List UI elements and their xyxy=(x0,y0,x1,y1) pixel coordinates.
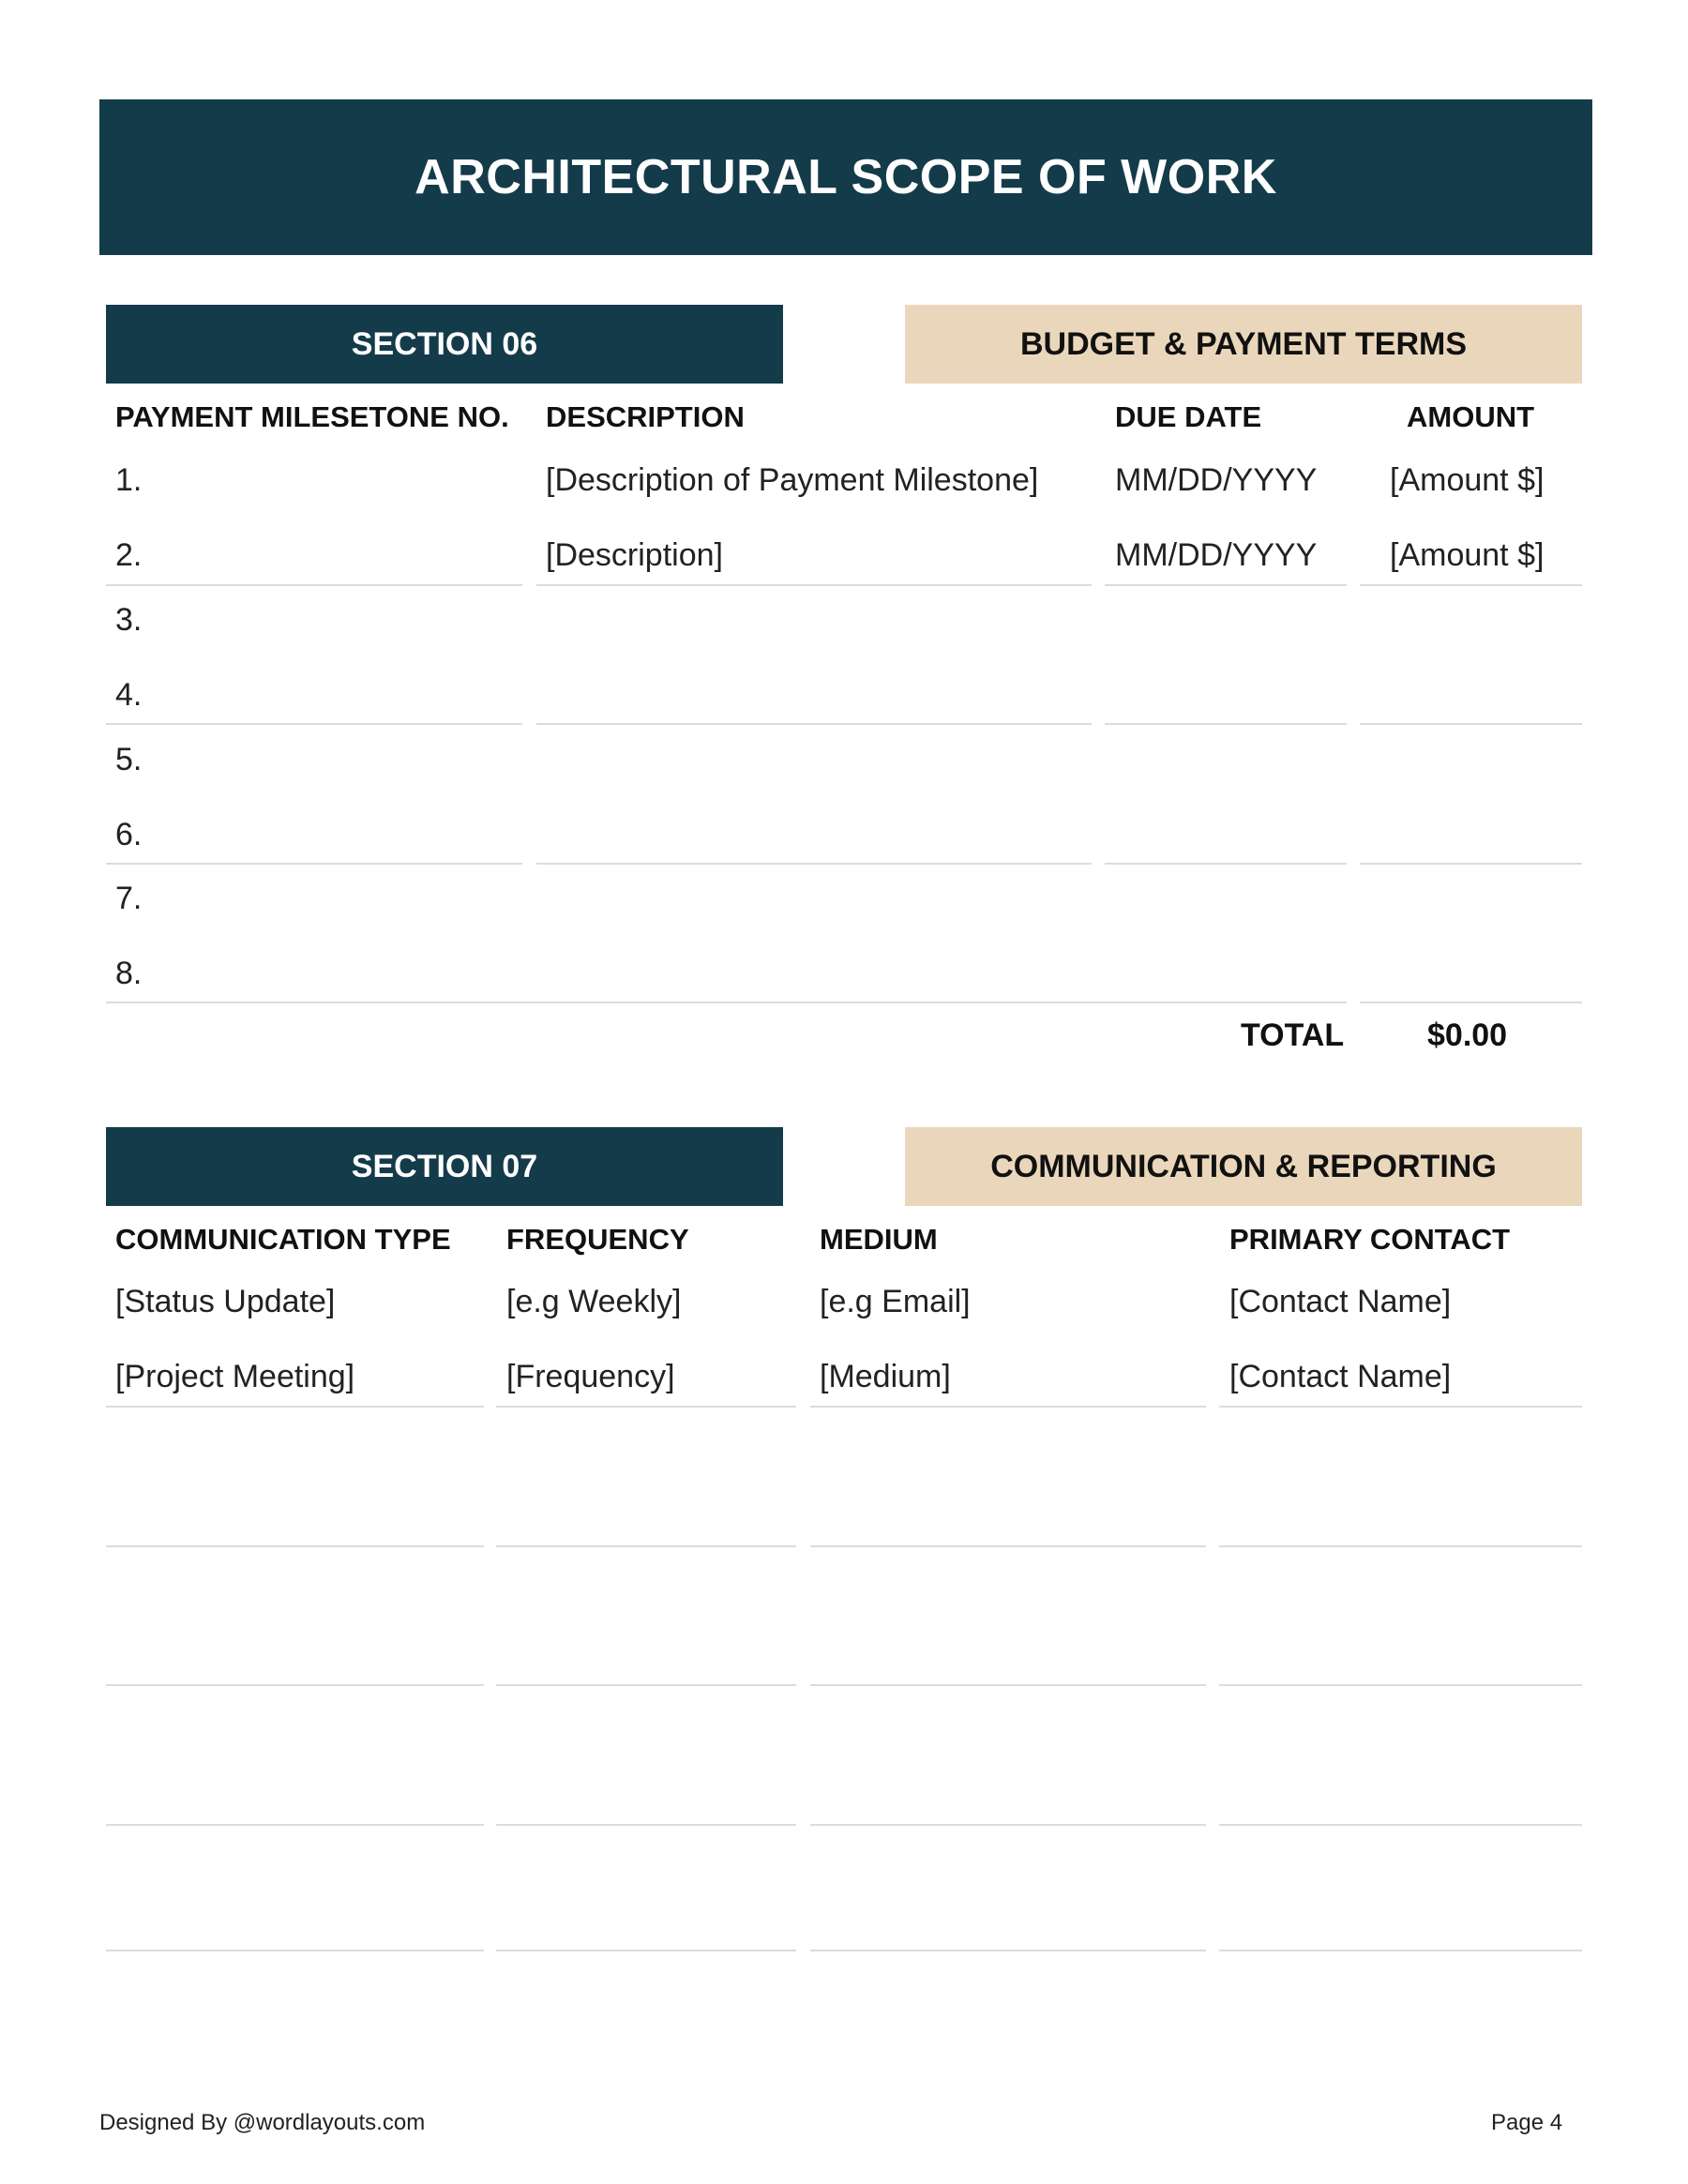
communication-heading: COMMUNICATION & REPORTING xyxy=(990,1148,1497,1184)
row-divider xyxy=(1219,1406,1582,1408)
col-due-date: DUE DATE xyxy=(1115,400,1262,433)
col-primary-contact: PRIMARY CONTACT xyxy=(1229,1223,1511,1256)
row-divider xyxy=(106,863,522,865)
communication-type[interactable]: [Project Meeting] xyxy=(115,1359,355,1394)
total-label: TOTAL xyxy=(1241,1017,1345,1053)
milestone-no: 1. xyxy=(115,462,143,498)
communication-frequency[interactable]: [Frequency] xyxy=(506,1359,675,1394)
row-divider xyxy=(810,1406,1206,1408)
milestone-no: 7. xyxy=(115,881,143,916)
total-value: $0.00 xyxy=(1427,1017,1508,1053)
communication-frequency[interactable]: [e.g Weekly] xyxy=(506,1284,682,1319)
col-description: DESCRIPTION xyxy=(546,400,745,433)
row-divider xyxy=(1360,584,1582,586)
row-divider xyxy=(106,1002,1347,1003)
budget-heading: BUDGET & PAYMENT TERMS xyxy=(1019,325,1468,362)
communication-medium[interactable]: [e.g Email] xyxy=(820,1284,971,1319)
col-milestone-no: PAYMENT MILESETONE NO. xyxy=(115,400,509,433)
document-title: ARCHITECTURAL SCOPE OF WORK xyxy=(414,150,1277,204)
row-divider xyxy=(810,1684,1206,1686)
row-divider xyxy=(106,1545,484,1547)
title-banner xyxy=(99,99,1592,255)
milestone-description[interactable]: [Description of Payment Milestone] xyxy=(546,462,1039,498)
milestone-due-date[interactable]: MM/DD/YYYY xyxy=(1115,537,1318,573)
row-divider xyxy=(810,1545,1206,1547)
primary-contact[interactable]: [Contact Name] xyxy=(1229,1359,1452,1394)
row-divider xyxy=(106,723,522,725)
section-07-tab xyxy=(106,1127,783,1206)
row-divider xyxy=(106,1406,484,1408)
col-frequency: FREQUENCY xyxy=(506,1223,689,1256)
row-divider xyxy=(1105,723,1347,725)
milestone-no: 4. xyxy=(115,677,143,713)
section-07-label: SECTION 07 xyxy=(351,1148,538,1184)
row-divider xyxy=(536,723,1092,725)
col-medium: MEDIUM xyxy=(820,1223,938,1256)
row-divider xyxy=(106,1824,484,1826)
milestone-no: 2. xyxy=(115,537,143,573)
communication-medium[interactable]: [Medium] xyxy=(820,1359,951,1394)
budget-heading-tab xyxy=(905,305,1582,384)
milestone-amount[interactable]: [Amount $] xyxy=(1390,537,1545,573)
milestone-no: 5. xyxy=(115,742,143,777)
row-divider xyxy=(810,1950,1206,1951)
row-divider xyxy=(496,1545,796,1547)
col-amount: AMOUNT xyxy=(1407,400,1535,433)
section-06-tab xyxy=(106,305,783,384)
row-divider xyxy=(1219,1684,1582,1686)
page-number: Page 4 xyxy=(1491,2110,1563,2135)
row-divider xyxy=(496,1824,796,1826)
milestone-no: 8. xyxy=(115,956,143,991)
footer-credit: Designed By @wordlayouts.com xyxy=(99,2110,426,2135)
section-06-label: SECTION 06 xyxy=(351,325,538,362)
row-divider xyxy=(1105,863,1347,865)
communication-heading-tab xyxy=(905,1127,1582,1206)
milestone-amount[interactable]: [Amount $] xyxy=(1390,462,1545,498)
milestone-no: 3. xyxy=(115,602,143,638)
row-divider xyxy=(106,1684,484,1686)
row-divider xyxy=(536,584,1092,586)
row-divider xyxy=(496,1684,796,1686)
milestone-due-date[interactable]: MM/DD/YYYY xyxy=(1115,462,1318,498)
milestone-no: 6. xyxy=(115,817,143,852)
col-communication-type: COMMUNICATION TYPE xyxy=(115,1223,451,1256)
row-divider xyxy=(536,863,1092,865)
row-divider xyxy=(106,1950,484,1951)
row-divider xyxy=(1219,1824,1582,1826)
milestone-description[interactable]: [Description] xyxy=(546,537,723,573)
row-divider xyxy=(1360,1002,1582,1003)
row-divider xyxy=(1219,1545,1582,1547)
row-divider xyxy=(1360,723,1582,725)
row-divider xyxy=(1360,863,1582,865)
row-divider xyxy=(106,584,522,586)
communication-type[interactable]: [Status Update] xyxy=(115,1284,336,1319)
row-divider xyxy=(496,1950,796,1951)
primary-contact[interactable]: [Contact Name] xyxy=(1229,1284,1452,1319)
row-divider xyxy=(1105,584,1347,586)
row-divider xyxy=(496,1406,796,1408)
row-divider xyxy=(1219,1950,1582,1951)
row-divider xyxy=(810,1824,1206,1826)
